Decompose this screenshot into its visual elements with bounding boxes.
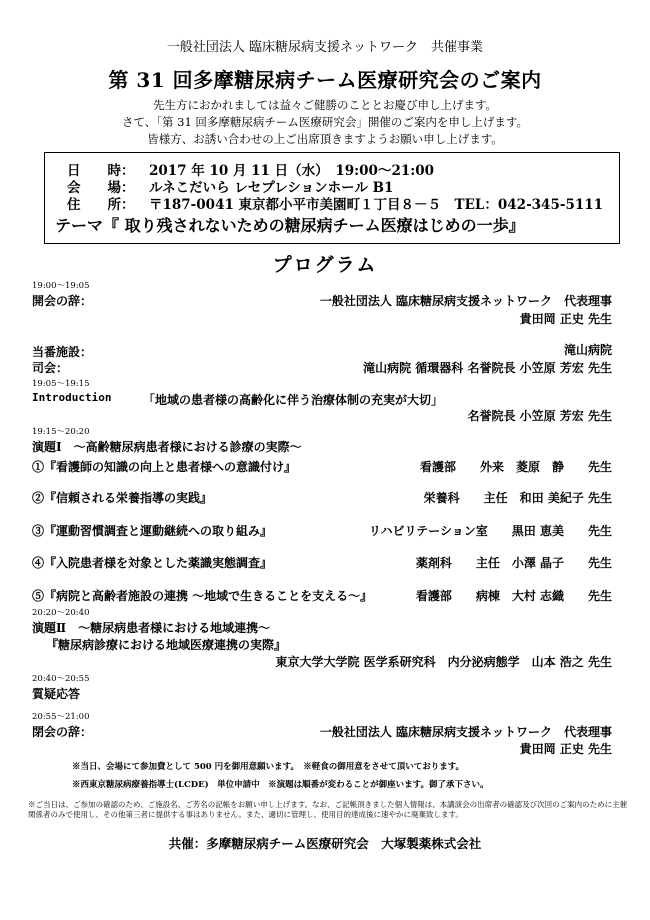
intro-label: Introduction: [32, 391, 112, 404]
opening-speaker: 貴田岡 正史 先生: [519, 312, 612, 326]
note-credit: ※西東京糖尿病療養指導士(LCDE) 単位申請中 ※演題は順番が変わることが御座います。御了承下さい。: [72, 780, 489, 790]
talk-4-topic: ④『入院患者様を対象とした薬識実態調査』: [32, 556, 273, 570]
session2-topic: 『糖尿病診療における地域医療連携の実際』: [46, 638, 287, 652]
intro-time: 19:05〜19:15: [32, 379, 90, 389]
talk-2-speaker: 栄養科 主任 和田 美紀子 先生: [423, 491, 612, 505]
greeting-line-3: 皆様方、お誘い合わせの上ご出席頂きますようお願い申し上げます。: [147, 132, 503, 146]
co-sponsor-footer: 共催：多摩糖尿病チーム医療研究会 大塚製薬株式会社: [168, 836, 482, 851]
talk-4-speaker: 薬剤科 主任 小澤 晶子 先生: [415, 556, 612, 570]
note-fee: ※当日、会場にて参加費として 500 円を御用意願います。 ※軽食の御用意をさせて頂いております。: [72, 762, 465, 772]
talk-1-topic: ①『看護師の知識の向上と患者様への意識付け』: [32, 460, 297, 474]
talk-2-topic: ②『信頼される栄養指導の実践』: [32, 491, 213, 505]
qa-time: 20:40〜20:55: [32, 674, 90, 684]
date-value: 2017 年 10 月 11 日（水） 19:00〜21:00: [149, 163, 435, 179]
event-info-box: [44, 152, 620, 244]
talk-1-speaker: 看護部 外来 菱原 静 先生: [419, 460, 612, 474]
date-label: 日 時：: [67, 163, 135, 179]
session2-time: 20:20〜20:40: [32, 608, 90, 618]
opening-label: 開会の辞：: [32, 294, 93, 308]
host-label: 当番施設：: [32, 345, 93, 359]
address-value: 〒187-0041 東京都小平市美園町１丁目８－５ TEL：042-345-5111: [149, 197, 604, 213]
greeting-line-2: さて、「第 31 回多摩糖尿病チーム医療研究会」開催のご案内を申し上げます。: [121, 115, 529, 129]
greeting-line-1: 先生方におかれましては益々ご健勝のこととお慶び申し上げます。: [152, 98, 498, 112]
venue-value: ルネこだいら レセプレションホール B1: [149, 180, 394, 196]
intro-speaker: 名誉院長 小笠原 芳宏 先生: [467, 409, 612, 423]
chair-label: 司会：: [32, 361, 69, 375]
closing-org: 一般社団法人 臨床糖尿病支援ネットワーク 代表理事: [319, 725, 612, 739]
session2-speaker: 東京大学大学院 医学系研究科 内分泌病態学 山本 浩之 先生: [275, 655, 612, 669]
address-label: 住 所：: [67, 197, 135, 213]
page-title: 第 31 回多摩糖尿病チーム医療研究会のご案内: [108, 68, 542, 92]
opening-org: 一般社団法人 臨床糖尿病支援ネットワーク 代表理事: [319, 294, 612, 308]
qa-label: 質疑応答: [32, 687, 81, 701]
closing-speaker: 貴田岡 正史 先生: [519, 742, 612, 756]
talk-3-topic: ③『運動習慣調査と運動継続への取り組み』: [32, 524, 273, 538]
program-title: プログラム: [272, 254, 378, 276]
venue-label: 会 場：: [67, 180, 135, 196]
closing-time: 20:55〜21:00: [32, 712, 90, 722]
theme-line: テーマ『 取り残されないための糖尿病チーム医療はじめの一歩』: [55, 216, 525, 235]
talk-5-topic: ⑤『病院と高齢者施設の連携 〜地域で生きることを支える〜』: [32, 589, 373, 603]
session1-time: 19:15〜20:20: [32, 427, 90, 437]
intro-topic: 「地域の患者様の高齢化に伴う治療体制の充実が大切」: [143, 393, 444, 407]
session2-title: 演題Ⅱ 〜糖尿病患者様における地域連携〜: [32, 621, 271, 635]
privacy-note: ※ご当日は、ご参加の確認のため、ご施設名、ご芳名の記帳をお願い申し上げます。なお、ご記帳頂きました個人情報は、本講演会の出席者の確認及び次回のご案内のために主催関係者のみで使用し、その他第三者に提供する事はありません。また、適切に管理し、使用目的達成後に速やかに廃棄致します。: [28, 800, 628, 819]
chair-value: 滝山病院 循環器科 名誉院長 小笠原 芳宏 先生: [363, 361, 612, 375]
talk-5-speaker: 看護部 病棟 大村 志織 先生: [415, 589, 612, 603]
opening-time: 19:00〜19:05: [32, 281, 90, 291]
host-value: 滝山病院: [563, 343, 612, 357]
closing-label: 閉会の辞：: [32, 725, 93, 739]
organizer-line: 一般社団法人 臨床糖尿病支援ネットワーク 共催事業: [166, 40, 484, 55]
talk-3-speaker: リハビリテーション室 黒田 恵美 先生: [368, 524, 612, 538]
session1-title: 演題Ⅰ 〜高齢糖尿病患者様における診療の実際〜: [32, 440, 302, 454]
